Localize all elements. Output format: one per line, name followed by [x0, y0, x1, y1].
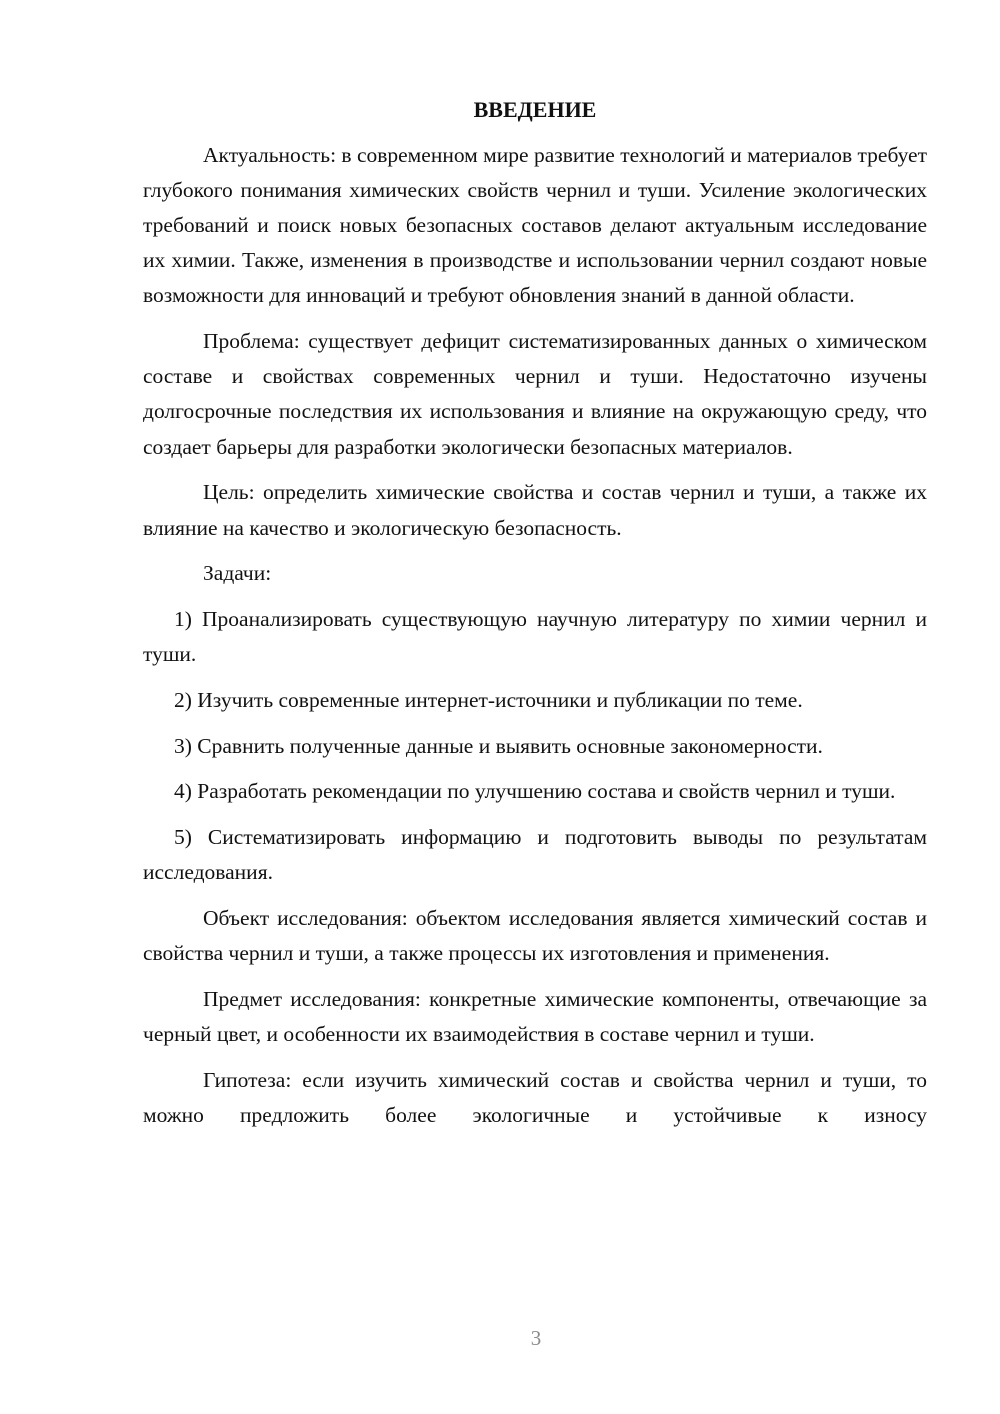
page-number: 3 — [530, 1326, 542, 1350]
paragraph-goal: Цель: определить химические свойства и состав чернил и туши, а также их влияние на качество и экологическую безопасность. — [143, 480, 927, 540]
paragraph-problem: Проблема: существует дефицит систематизированных данных о химическом составе и свойствах современных чернил и туши. Недостаточно изучены долгосрочные последствия их использования и влияние на окружающую среду, что создает барьеры для разработки экологически безопасных материалов. — [143, 329, 927, 459]
task-item-2: 2) Изучить современные интернет-источники и публикации по теме. — [174, 687, 803, 712]
task-item-1: 1) Проанализировать существующую научную литературу по химии чернил и туши. — [143, 606, 927, 667]
paragraph-object: Объект исследования: объектом исследования является химический состав и свойства чернил и туши, а также процессы их изготовления и применения. — [143, 905, 927, 966]
page-body — [143, 92, 927, 1133]
task-item-4: 4) Разработать рекомендации по улучшению состава и свойств чернил и туши. — [174, 779, 896, 804]
task-item-5: 5) Систематизировать информацию и подготовить выводы по результатам исследования. — [143, 824, 927, 885]
paragraph-subject: Предмет исследования: конкретные химические компоненты, отвечающие за черный цвет, и особенности их взаимодействия в составе чернил и туши. — [143, 986, 927, 1046]
tasks-heading: Задачи: — [203, 561, 272, 586]
task-item-3: 3) Сравнить полученные данные и выявить основные закономерности. — [174, 733, 823, 758]
paragraph-relevance: Актуальность: в современном мире развитие технологий и материалов требует глубокого понимания химических свойств чернил и туши. Усиление экологических требований и поиск новых безопасных составов делают актуальным исследование их химии. Также, изменения в производстве и использовании чернил создают новые возможности для инноваций и требуют обновления знаний в данной области. — [143, 142, 927, 308]
paragraph-hypothesis: Гипотеза: если изучить химический состав и свойства чернил и туши, то можно предложить более экологичные и устойчивые к износу — [143, 1067, 927, 1127]
section-title: ВВЕДЕНИЕ — [473, 97, 597, 122]
